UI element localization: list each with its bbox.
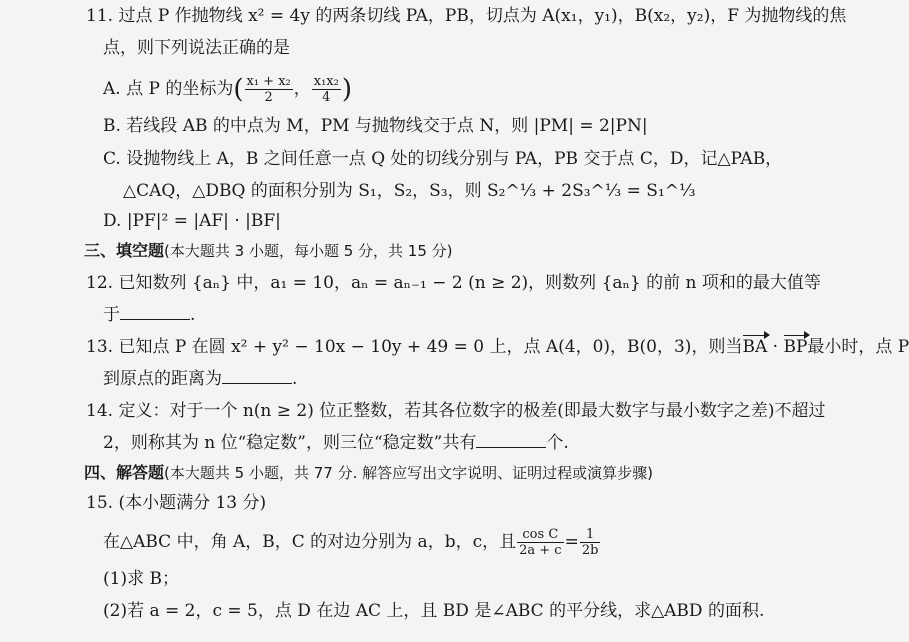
q13-line1 [86,336,909,358]
q11-option-c-line1: C. 设抛物线上 A，B 之间任意一点 Q 处的切线分别与 PA，PB 交于点 C，D，记△PAB， [103,149,783,169]
q12-answer-blank [120,305,190,320]
q14-answer-blank [476,433,546,448]
q11-line2: 点，则下列说法正确的是 [103,38,290,58]
q11-option-b: B. 若线段 AB 的中点为 M，PM 与抛物线交于点 N，则 |PM| = 2|PN| [103,116,648,136]
fraction-denominator: 2b [581,543,599,558]
section-4-title: 四、解答题 [84,463,165,482]
section-4-heading [84,462,653,484]
q15-stem-prefix: 在△ABC 中，角 A，B，C 的对边分别为 a，b，c，且 [103,532,517,552]
q11-option-d: D. |PF|² = |AF| · |BF| [103,211,281,231]
q12-line1: 12. 已知数列 {aₙ} 中，a₁ = 10，aₙ = aₙ₋₁ − 2 (n ≥ 2)，则数列 {aₙ} 的前 n 项和的最大值等 [86,273,821,293]
fraction-numerator: cos C [517,527,563,543]
q15-fraction-right [580,527,601,558]
q11-option-a-fraction-1 [245,74,293,105]
fraction-numerator: 1 [580,527,601,543]
vector-bp: BP [783,337,808,357]
q11-option-c-line2: △CAQ，△DBQ 的面积分别为 S₁，S₂，S₃，则 S₂^⅓ + 2S₃^⅓ = S₁^⅓ [123,181,696,201]
q11-option-a-fraction-2 [312,74,341,105]
section-3-heading [84,240,453,262]
q15-header: 15. (本小题满分 13 分) [86,493,267,513]
q11-option-a-prefix: A. 点 P 的坐标为 [103,79,234,99]
q11-line1: 11. 过点 P 作抛物线 x² = 4y 的两条切线 PA，PB，切点为 A(x₁，y₁)，B(x₂，y₂)，F 为抛物线的焦 [86,6,847,26]
open-paren: ( [233,74,244,105]
fraction-denominator: 2 [264,90,273,105]
q13-answer-blank [222,369,292,384]
q13-line1-prefix: 13. 已知点 P 在圆 x² + y² − 10x − 10y + 49 = 0 上，点 A(4，0)，B(0，3)，则当 [86,337,743,357]
section-3-title: 三、填空题 [84,241,165,260]
q11-option-a [103,70,352,108]
fraction-numerator: x₁x₂ [313,74,339,89]
q14-line2 [103,432,569,454]
fraction-numerator: x₁ + x₂ [246,74,291,89]
vector-ba: BA [742,337,768,357]
section-4-desc: (本大题共 5 小题，共 77 分. 解答应写出文字说明、证明过程或演算步骤) [164,464,653,482]
q12-line2-prefix: 于 [103,305,120,325]
equals-sign: = [564,532,579,552]
q15-part2: (2)若 a = 2，c = 5，点 D 在边 AC 上，且 BD 是∠ABC 的平分线，求△ABD 的面积. [103,601,765,621]
q13-line2 [103,368,297,390]
q12-line2 [103,304,195,326]
fraction-denominator: 2a + c [519,543,562,558]
q13-line2-suffix: . [292,369,298,389]
q15-fraction-left [517,527,563,558]
comma: ， [293,79,311,99]
q13-line2-prefix: 到原点的距离为 [103,369,222,389]
fraction-denominator: 4 [322,90,331,105]
q14-line2-suffix: 个. [546,433,569,453]
q12-line2-suffix: . [190,305,196,325]
q14-line1: 14. 定义：对于一个 n(n ≥ 2) 位正整数，若其各位数字的极差(即最大数字与最小数字之差)不超过 [86,401,826,421]
q15-part1: (1)求 B； [103,569,179,589]
dot-product: · [767,337,784,357]
q14-line2-prefix: 2，则称其为 n 位“稳定数”，则三位“稳定数”共有 [103,433,477,453]
q15-stem [103,522,601,562]
close-paren: ) [341,74,352,105]
section-3-desc: (本大题共 3 小题，每小题 5 分，共 15 分) [164,242,453,260]
q13-line1-suffix: 最小时，点 P [807,337,909,357]
